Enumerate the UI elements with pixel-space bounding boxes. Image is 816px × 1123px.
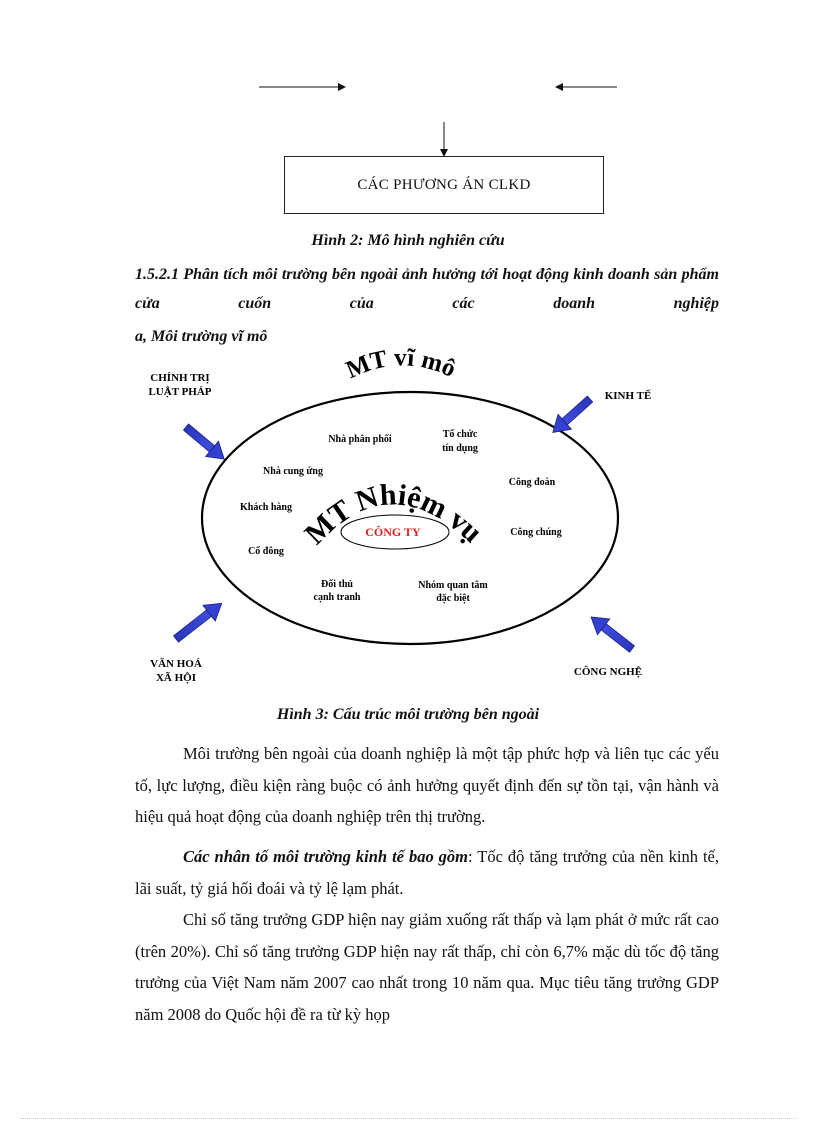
arrow-down-to-box [440,122,448,157]
paragraph-2-lead: Các nhân tố môi trường kinh tế bao gồm [183,847,469,866]
section-subheading: a, Môi trường vĩ mô [135,328,268,345]
union-label: Công đoàn [508,477,556,488]
supplier-label: Nhà cung ứng [263,466,323,477]
cultural-label-1: VĂN HOÁ [150,658,202,670]
paragraph-2 [135,841,719,904]
competitor-label-1: Đối thủ [321,579,353,590]
paragraph-2-text: : Tốc độ tăng trưởng của nền kinh tế, lãi suất, tỷ giá hối đoái và tỷ lệ lạm phát. [135,847,719,898]
macro-title: MT vĩ mô [342,345,460,385]
page-bottom-rule [20,1118,796,1119]
technology-label: CÔNG NGHỆ [573,666,643,678]
technology-arrow-icon [585,609,638,657]
paragraph-3 [135,904,719,1030]
shareholder-label: Cổ đông [248,546,284,557]
paragraph-3-text: Chỉ số tăng trưởng GDP hiện nay giảm xuống rất thấp và lạm phát ở mức rất cao (trên 20%). Chỉ số tăng trưởng GDP hiện nay rất thấp, chỉ còn 6,7% mặc dù tốc độ tăng trưởng của Việt Nam năm 2007 cao nhất trong 10 năm qua. Mục tiêu tăng trưởng GDP năm 2008 do Quốc hội đề ra từ kỳ họp [135,910,719,1024]
interest-group-label-1: Nhóm quan tâm [418,580,488,591]
cultural-label-2: XÃ HỘI [155,672,197,684]
task-environment-title: MT Nhiệm vụ [298,478,489,551]
paragraph-1 [135,738,719,833]
figure3-diagram [0,345,816,705]
figure2-caption: Hình 2: Mô hình nghiên cứu [311,232,505,249]
strategy-options-label: CÁC PHƯƠNG ÁN CLKD [357,176,531,193]
political-label-1: CHÍNH TRỊ [150,372,210,384]
political-arrow-icon [180,419,231,466]
company-label: CÔNG TY [365,525,421,539]
cultural-arrow-icon [170,595,228,646]
public-label: Công chúng [510,527,562,538]
interest-group-label-2: đặc biệt [436,593,470,604]
arrow-left-top [555,83,617,91]
customer-label: Khách hàng [240,502,292,513]
section-heading: 1.5.2.1 Phân tích môi trường bên ngoài ảnh hưởng tới hoạt động kinh doanh sản phẩm cửa cuốn của các doanh nghiệp [135,266,719,312]
distributor-label: Nhà phân phối [328,434,392,445]
arrow-right-top [259,83,346,91]
figure3-caption: Hình 3: Cấu trúc môi trường bên ngoài [276,706,540,723]
economic-arrow-icon [546,392,597,440]
paragraph-1-text: Môi trường bên ngoài của doanh nghiệp là một tập phức hợp và liên tục các yếu tố, lực lượng, điều kiện ràng buộc có ảnh hưởng quyết định đến sự tồn tại, vận hành và hiệu quả hoạt động của doanh nghiệp trên thị trường. [135,744,719,826]
credit-label-1: Tổ chức [442,429,478,440]
credit-label-2: tín dụng [442,443,478,454]
political-label-2: LUẬT PHÁP [148,386,212,398]
strategy-options-box [284,156,604,214]
economic-label: KINH TẾ [604,390,652,402]
competitor-label-2: cạnh tranh [313,592,361,603]
